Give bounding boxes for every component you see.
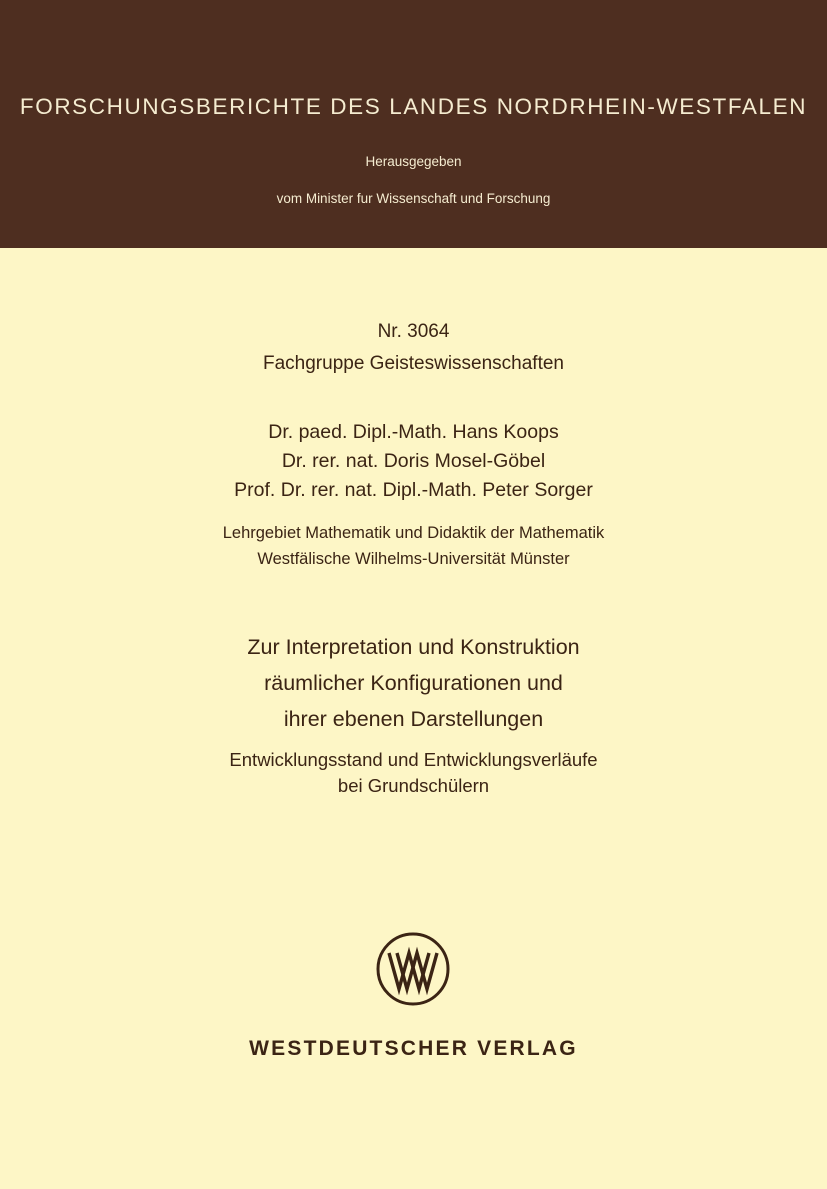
series-header-band (0, 0, 827, 248)
book-title (0, 629, 827, 737)
title-line: räumlicher Konfigurationen und (264, 671, 563, 695)
institution-university: Westfälische Wilhelms-Universität Münster (257, 550, 570, 568)
title-line: Zur Interpretation und Konstruktion (247, 635, 580, 659)
author-list (0, 418, 827, 505)
book-subtitle (0, 747, 827, 799)
institution-department: Lehrgebiet Mathematik und Didaktik der Mathematik (222, 524, 605, 542)
editor-name: vom Minister fur Wissenschaft und Forschung (276, 191, 551, 206)
author-name: Dr. paed. Dipl.-Math. Hans Koops (268, 421, 559, 443)
editor-label: Herausgegeben (365, 154, 462, 169)
author-name: Dr. rer. nat. Doris Mosel-Göbel (281, 450, 546, 472)
subtitle-line: bei Grundschülern (337, 775, 490, 796)
publisher-logo-icon (375, 931, 451, 1007)
report-number: Nr. 3064 (377, 321, 450, 342)
title-line: ihrer ebenen Darstellungen (283, 707, 544, 731)
publisher-name: WESTDEUTSCHER VERLAG (249, 1037, 578, 1060)
subtitle-line: Entwicklungsstand und Entwicklungsverläufe (229, 749, 598, 770)
institution (0, 520, 827, 572)
author-name: Prof. Dr. rer. nat. Dipl.-Math. Peter Sorger (234, 479, 593, 501)
series-title: FORSCHUNGSBERICHTE DES LANDES NORDRHEIN-WESTFALEN (19, 94, 808, 119)
subject-group: Fachgruppe Geisteswissenschaften (263, 353, 564, 374)
